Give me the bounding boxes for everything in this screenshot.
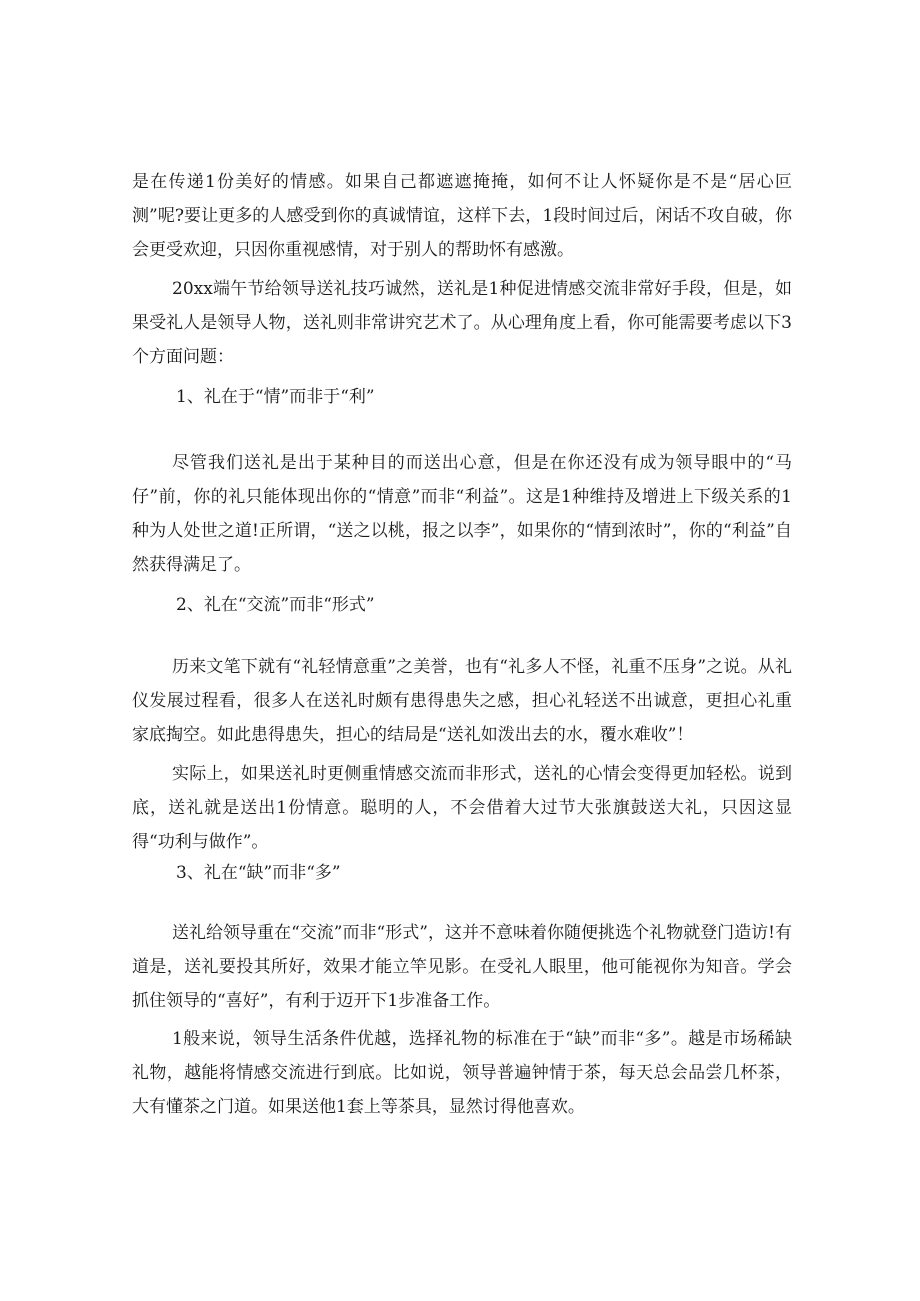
paragraph-section-3b: 1般来说，领导生活条件优越，选择礼物的标准在于“缺”而非“多”。越是市场稀缺礼物，越能将情感交流进行到底。比如说，领导普遍钟情于茶，每天总会品尝几杯茶，大有懂茶之门道。如果送他1套上等茶具，显然讨得他喜欢。 <box>132 1029 792 1117</box>
section-heading-1: 1、礼在于“情”而非于“利” <box>176 387 375 407</box>
paragraph-section-2a: 历来文笔下就有“礼轻情意重”之美誉，也有“礼多人不怪，礼重不压身”之说。从礼仪发展过程看，很多人在送礼时颇有患得患失之感，担心礼轻送不出诚意，更担心礼重家底掏空。如此患得患失，担心的结局是“送礼如泼出去的水，覆水难收”！ <box>132 657 792 745</box>
paragraph-section-2b: 实际上，如果送礼时更侧重情感交流而非形式，送礼的心情会变得更加轻松。说到底，送礼就是送出1份情意。聪明的人，不会借着大过节大张旗鼓送大礼，只因这显得“功利与做作”。 <box>132 764 792 852</box>
paragraph-section-3a: 送礼给领导重在“交流”而非“形式”，这并不意味着你随便挑选个礼物就登门造访!有道是，送礼要投其所好，效果才能立竿见影。在受礼人眼里，他可能视你为知音。学会抓住领导的“喜好”，有利于迈开下1步准备工作。 <box>132 923 792 1011</box>
section-heading-2: 2、礼在“交流”而非“形式” <box>176 595 375 615</box>
paragraph-continuation: 是在传递1份美好的情感。如果自己都遮遮掩掩，如何不让人怀疑你是不是“居心叵测”呢?要让更多的人感受到你的真诚情谊，这样下去，1段时间过后，闲话不攻自破，你会更受欢迎，只因你重视感情，对于别人的帮助怀有感激。 <box>132 172 792 260</box>
section-heading-3: 3、礼在“缺”而非“多” <box>176 863 341 883</box>
paragraph-intro: 20xx端午节给领导送礼技巧诚然，送礼是1种促进情感交流非常好手段，但是，如果受礼人是领导人物，送礼则非常讲究艺术了。从心理角度上看，你可能需要考虑以下3个方面问题： <box>132 279 792 367</box>
paragraph-section-1: 尽管我们送礼是出于某种目的而送出心意，但是在你还没有成为领导眼中的“马仔”前，你的礼只能体现出你的“情意”而非“利益”。这是1种维持及增进上下级关系的1种为人处世之道!正所谓，“送之以桃，报之以李”，如果你的“情到浓时”，你的“利益”自然获得满足了。 <box>132 453 792 575</box>
